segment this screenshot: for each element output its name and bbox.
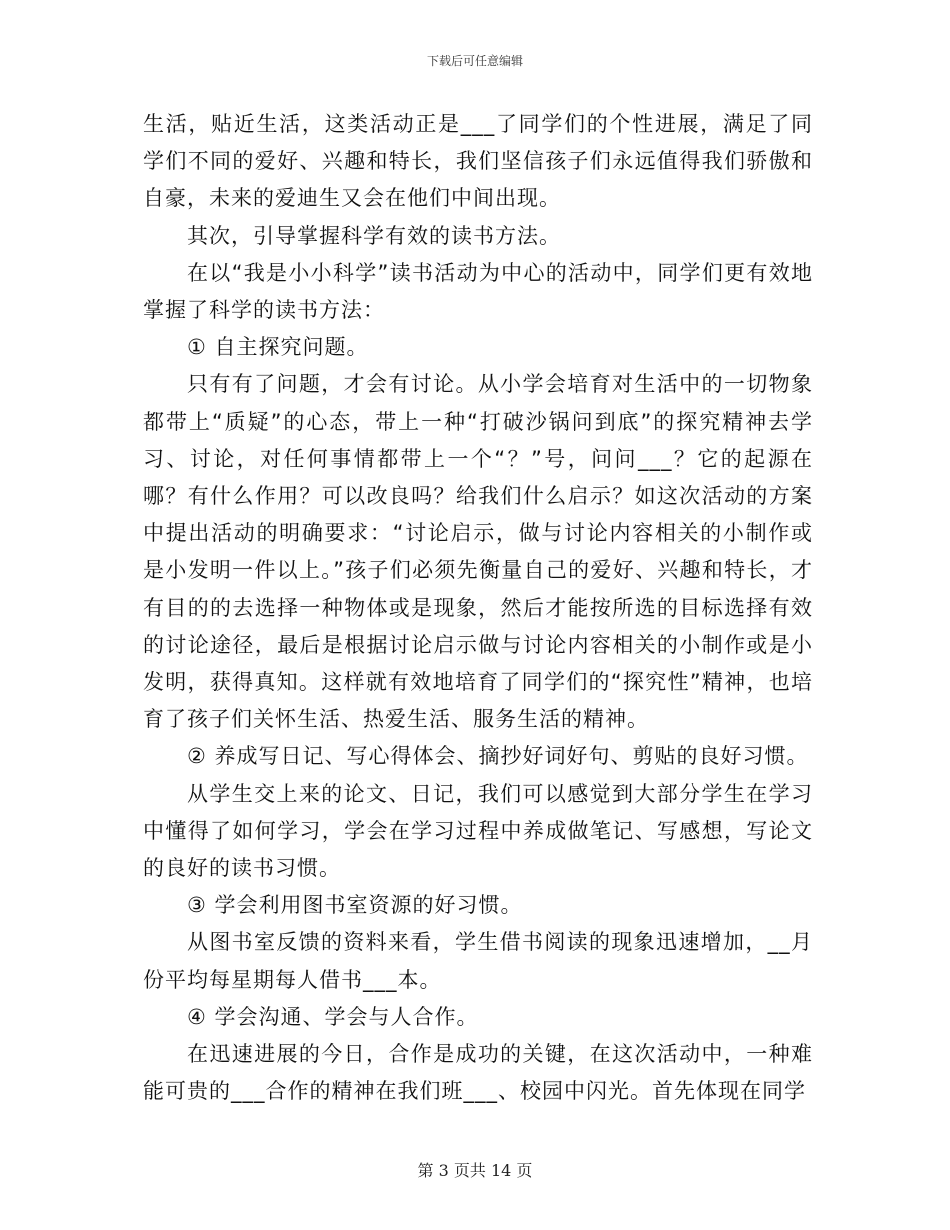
paragraph-3: 在以“我是小小科学”读书活动为中心的活动中，同学们更有效地掌握了科学的读书方法： bbox=[143, 260, 813, 323]
paragraph-1: 生活，贴近生活，这类活动正是___了同学们的个性进展，满足了同学们不同的爱好、兴趣和特长，我们坚信孩子们永远值得我们骄傲和自豪，未来的爱迪生又会在他们中间出现。 bbox=[143, 112, 813, 211]
paragraph-4: ① 自主探究问题。 bbox=[187, 335, 369, 360]
paragraph-7: 从学生交上来的论文、日记，我们可以感觉到大部分学生在学习中懂得了如何学习，学会在学习过程中养成做笔记、写感想，写论文的良好的读书习惯。 bbox=[143, 781, 813, 881]
document-body bbox=[143, 106, 813, 1110]
paragraph-8: ③ 学会利用图书室资源的好习惯。 bbox=[187, 893, 523, 918]
page-footer: 第 3 页共 14 页 bbox=[417, 1161, 533, 1180]
page-header: 下载后可任意编辑 bbox=[426, 54, 523, 68]
paragraph-5: 只有有了问题，才会有讨论。从小学会培育对生活中的一切物象都带上“质疑”的心态，带上一种“打破沙锅问到底”的探究精神去学习、讨论，对任何事情都带上一个“？”号，问问___？它的起源在哪？有什么作用？可以改良吗？给我们什么启示？如这次活动的方案中提出活动的明确要求：“讨论启示，做与讨论内容相关的小制作或是小发明一件以上。”孩子们必须先衡量自己的爱好、兴趣和特长，才有目的的去选择一种物体或是现象，然后才能按所选的目标选择有效的讨论途径，最后是根据讨论启示做与讨论内容相关的小制作或是小发明，获得真知。这样就有效地培育了同学们的“探究性”精神，也培育了孩子们关怀生活、热爱生活、服务生活的精神。 bbox=[143, 372, 813, 732]
paragraph-6: ② 养成写日记、写心得体会、摘抄好词好句、剪贴的良好习惯。 bbox=[187, 744, 809, 769]
paragraph-10: ④ 学会沟通、学会与人合作。 bbox=[187, 1004, 479, 1029]
paragraph-11: 在迅速进展的今日，合作是成功的关键，在这次活动中，一种难能可贵的___合作的精神在我们班___、校园中闪光。首先体现在同学 bbox=[143, 1042, 813, 1104]
paragraph-2: 其次，引导掌握科学有效的读书方法。 bbox=[187, 223, 561, 248]
paragraph-9: 从图书室反馈的资料来看，学生借书阅读的现象迅速增加，__月份平均每星期每人借书___本。 bbox=[143, 930, 813, 992]
